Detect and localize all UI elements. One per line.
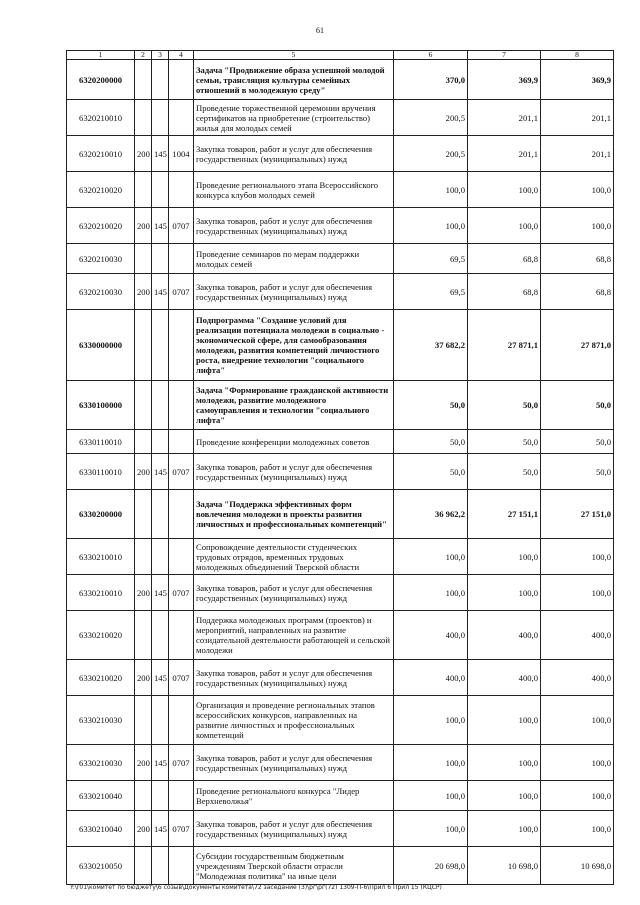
row-section-cell bbox=[135, 60, 152, 100]
row-ministry-cell bbox=[152, 60, 169, 100]
row-code-cell: 6330210020 bbox=[67, 660, 135, 696]
row-ministry-cell bbox=[152, 310, 169, 381]
row-code-cell: 6330210040 bbox=[67, 811, 135, 847]
row-ministry-cell: 145 bbox=[152, 208, 169, 244]
row-amount-cell: 50,0 bbox=[468, 381, 541, 430]
row-ministry-cell: 145 bbox=[152, 274, 169, 310]
row-subsection-cell bbox=[169, 696, 194, 745]
row-amount-cell: 400,0 bbox=[541, 611, 614, 660]
row-code-cell: 6320210020 bbox=[67, 208, 135, 244]
row-ministry-cell bbox=[152, 781, 169, 811]
table-row bbox=[67, 172, 614, 208]
row-name-cell: Проведение конференции молодежных советов bbox=[194, 430, 394, 454]
row-code-cell: 6320210030 bbox=[67, 244, 135, 274]
row-amount-cell: 100,0 bbox=[541, 208, 614, 244]
row-name-cell: Субсидии государственным бюджетным учреждениям Тверской области отрасли "Молодежная политика" на иные цели bbox=[194, 847, 394, 885]
row-subsection-cell bbox=[169, 381, 194, 430]
table-row bbox=[67, 430, 614, 454]
table-row bbox=[67, 611, 614, 660]
table-row bbox=[67, 745, 614, 781]
row-amount-cell: 50,0 bbox=[468, 430, 541, 454]
row-code-cell: 6330210030 bbox=[67, 745, 135, 781]
row-amount-cell: 100,0 bbox=[468, 575, 541, 611]
table-row bbox=[67, 381, 614, 430]
row-amount-cell: 100,0 bbox=[468, 781, 541, 811]
row-ministry-cell: 145 bbox=[152, 454, 169, 490]
row-amount-cell: 100,0 bbox=[541, 781, 614, 811]
row-amount-cell: 100,0 bbox=[541, 696, 614, 745]
table-row bbox=[67, 575, 614, 611]
row-code-cell: 6330210050 bbox=[67, 847, 135, 885]
row-ministry-cell: 145 bbox=[152, 575, 169, 611]
row-amount-cell: 100,0 bbox=[541, 172, 614, 208]
row-ministry-cell: 145 bbox=[152, 660, 169, 696]
row-subsection-cell bbox=[169, 847, 194, 885]
row-amount-cell: 20 698,0 bbox=[394, 847, 468, 885]
row-subsection-cell bbox=[169, 430, 194, 454]
row-ministry-cell bbox=[152, 847, 169, 885]
table-row bbox=[67, 454, 614, 490]
row-amount-cell: 400,0 bbox=[468, 611, 541, 660]
row-subsection-cell: 0707 bbox=[169, 811, 194, 847]
column-header: 5 bbox=[194, 51, 394, 60]
row-name-cell: Закупка товаров, работ и услуг для обеспечения государственных (муниципальных) нужд bbox=[194, 136, 394, 172]
table-row bbox=[67, 490, 614, 539]
row-code-cell: 6320200000 bbox=[67, 60, 135, 100]
row-code-cell: 6320210010 bbox=[67, 100, 135, 136]
row-amount-cell: 69,5 bbox=[394, 244, 468, 274]
row-subsection-cell: 1004 bbox=[169, 136, 194, 172]
row-amount-cell: 201,1 bbox=[468, 136, 541, 172]
row-subsection-cell bbox=[169, 310, 194, 381]
table-row bbox=[67, 60, 614, 100]
row-amount-cell: 10 698,0 bbox=[541, 847, 614, 885]
row-name-cell: Проведение регионального этапа Всероссийского конкурса клубов молодых семей bbox=[194, 172, 394, 208]
row-amount-cell: 200,5 bbox=[394, 100, 468, 136]
row-section-cell: 200 bbox=[135, 575, 152, 611]
row-amount-cell: 100,0 bbox=[394, 781, 468, 811]
row-name-cell: Закупка товаров, работ и услуг для обеспечения государственных (муниципальных) нужд bbox=[194, 208, 394, 244]
row-ministry-cell: 145 bbox=[152, 745, 169, 781]
row-ministry-cell bbox=[152, 539, 169, 575]
row-section-cell: 200 bbox=[135, 811, 152, 847]
row-amount-cell: 50,0 bbox=[394, 454, 468, 490]
row-section-cell: 200 bbox=[135, 454, 152, 490]
row-name-cell: Проведение семинаров по мерам поддержки молодых семей bbox=[194, 244, 394, 274]
row-subsection-cell bbox=[169, 172, 194, 208]
row-amount-cell: 100,0 bbox=[468, 811, 541, 847]
row-amount-cell: 27 151,1 bbox=[468, 490, 541, 539]
table-row bbox=[67, 310, 614, 381]
row-section-cell bbox=[135, 172, 152, 208]
row-code-cell: 6330210020 bbox=[67, 611, 135, 660]
row-subsection-cell bbox=[169, 490, 194, 539]
table-row bbox=[67, 811, 614, 847]
row-amount-cell: 200,5 bbox=[394, 136, 468, 172]
row-amount-cell: 10 698,0 bbox=[468, 847, 541, 885]
row-amount-cell: 369,9 bbox=[468, 60, 541, 100]
file-path-footer: Y:\r01\комитет по бюджету\6 созыв\Документы комитета\72 заседание (3)\рг\рг(72) 1309-П-6\Прил 6 Прил 15 (КЦСР) bbox=[70, 884, 442, 891]
row-amount-cell: 69,5 bbox=[394, 274, 468, 310]
row-amount-cell: 50,0 bbox=[541, 381, 614, 430]
row-section-cell bbox=[135, 847, 152, 885]
row-amount-cell: 100,0 bbox=[468, 745, 541, 781]
page-number: 61 bbox=[316, 26, 324, 35]
row-amount-cell: 50,0 bbox=[541, 454, 614, 490]
column-header: 7 bbox=[468, 51, 541, 60]
row-amount-cell: 201,1 bbox=[468, 100, 541, 136]
row-code-cell: 6330210030 bbox=[67, 696, 135, 745]
row-amount-cell: 369,9 bbox=[541, 60, 614, 100]
row-amount-cell: 201,1 bbox=[541, 100, 614, 136]
row-name-cell: Закупка товаров, работ и услуг для обеспечения государственных (муниципальных) нужд bbox=[194, 274, 394, 310]
row-amount-cell: 100,0 bbox=[394, 539, 468, 575]
row-subsection-cell: 0707 bbox=[169, 274, 194, 310]
row-name-cell: Задача "Формирование гражданской активности молодежи, развитие молодежного самоуправления и технологии "социального лифта" bbox=[194, 381, 394, 430]
row-amount-cell: 100,0 bbox=[468, 208, 541, 244]
row-code-cell: 6320210030 bbox=[67, 274, 135, 310]
row-amount-cell: 100,0 bbox=[468, 696, 541, 745]
row-amount-cell: 400,0 bbox=[468, 660, 541, 696]
row-amount-cell: 400,0 bbox=[541, 660, 614, 696]
row-section-cell bbox=[135, 244, 152, 274]
row-section-cell bbox=[135, 781, 152, 811]
row-section-cell bbox=[135, 310, 152, 381]
row-name-cell: Поддержка молодежных программ (проектов) и мероприятий, направленных на развитие созидательной деятельности работающей и сельской молодежи bbox=[194, 611, 394, 660]
column-header: 8 bbox=[541, 51, 614, 60]
row-subsection-cell: 0707 bbox=[169, 575, 194, 611]
row-subsection-cell bbox=[169, 781, 194, 811]
row-amount-cell: 68,8 bbox=[541, 274, 614, 310]
row-code-cell: 6330210040 bbox=[67, 781, 135, 811]
column-header: 4 bbox=[169, 51, 194, 60]
row-name-cell: Проведение торжественной церемонии вручения сертификатов на приобретение (строительство) жилья для молодых семей bbox=[194, 100, 394, 136]
row-amount-cell: 68,8 bbox=[541, 244, 614, 274]
table-row bbox=[67, 696, 614, 745]
row-section-cell: 200 bbox=[135, 745, 152, 781]
row-amount-cell: 100,0 bbox=[394, 811, 468, 847]
row-subsection-cell bbox=[169, 60, 194, 100]
row-amount-cell: 400,0 bbox=[394, 611, 468, 660]
row-amount-cell: 400,0 bbox=[394, 660, 468, 696]
row-subsection-cell bbox=[169, 244, 194, 274]
row-section-cell bbox=[135, 611, 152, 660]
row-code-cell: 6320210020 bbox=[67, 172, 135, 208]
row-amount-cell: 100,0 bbox=[541, 539, 614, 575]
row-code-cell: 6330210010 bbox=[67, 539, 135, 575]
row-amount-cell: 100,0 bbox=[468, 172, 541, 208]
row-code-cell: 6330000000 bbox=[67, 310, 135, 381]
row-amount-cell: 370,0 bbox=[394, 60, 468, 100]
row-subsection-cell bbox=[169, 611, 194, 660]
table-row bbox=[67, 781, 614, 811]
column-header: 2 bbox=[135, 51, 152, 60]
row-name-cell: Закупка товаров, работ и услуг для обеспечения государственных (муниципальных) нужд bbox=[194, 745, 394, 781]
row-amount-cell: 27 871,0 bbox=[541, 310, 614, 381]
row-amount-cell: 68,8 bbox=[468, 244, 541, 274]
row-section-cell bbox=[135, 430, 152, 454]
row-amount-cell: 100,0 bbox=[394, 745, 468, 781]
row-section-cell: 200 bbox=[135, 136, 152, 172]
row-amount-cell: 100,0 bbox=[394, 696, 468, 745]
table-header-row bbox=[67, 51, 614, 60]
row-amount-cell: 100,0 bbox=[541, 811, 614, 847]
table-row bbox=[67, 208, 614, 244]
row-amount-cell: 50,0 bbox=[394, 381, 468, 430]
row-ministry-cell bbox=[152, 696, 169, 745]
row-ministry-cell: 145 bbox=[152, 811, 169, 847]
row-amount-cell: 50,0 bbox=[541, 430, 614, 454]
row-subsection-cell: 0707 bbox=[169, 208, 194, 244]
row-section-cell bbox=[135, 539, 152, 575]
row-ministry-cell bbox=[152, 381, 169, 430]
row-amount-cell: 201,1 bbox=[541, 136, 614, 172]
row-code-cell: 6330100000 bbox=[67, 381, 135, 430]
row-amount-cell: 36 962,2 bbox=[394, 490, 468, 539]
table-row bbox=[67, 660, 614, 696]
row-subsection-cell bbox=[169, 100, 194, 136]
row-amount-cell: 27 151,0 bbox=[541, 490, 614, 539]
row-amount-cell: 100,0 bbox=[541, 745, 614, 781]
row-code-cell: 6330210010 bbox=[67, 575, 135, 611]
row-name-cell: Закупка товаров, работ и услуг для обеспечения государственных (муниципальных) нужд bbox=[194, 454, 394, 490]
row-name-cell: Организация и проведение региональных этапов всероссийских конкурсов, направленных на развитие личностных и профессиональных компетенций bbox=[194, 696, 394, 745]
row-section-cell: 200 bbox=[135, 208, 152, 244]
row-subsection-cell: 0707 bbox=[169, 660, 194, 696]
row-section-cell bbox=[135, 490, 152, 539]
table-row bbox=[67, 136, 614, 172]
row-subsection-cell bbox=[169, 539, 194, 575]
row-name-cell: Закупка товаров, работ и услуг для обеспечения государственных (муниципальных) нужд bbox=[194, 575, 394, 611]
row-amount-cell: 68,8 bbox=[468, 274, 541, 310]
row-amount-cell: 100,0 bbox=[468, 539, 541, 575]
row-section-cell bbox=[135, 100, 152, 136]
row-ministry-cell bbox=[152, 100, 169, 136]
table-row bbox=[67, 100, 614, 136]
row-ministry-cell bbox=[152, 611, 169, 660]
row-amount-cell: 100,0 bbox=[541, 575, 614, 611]
table-row bbox=[67, 847, 614, 885]
row-name-cell: Задача "Продвижение образа успешной молодой семьи, трансляция культуры семейных отношений в молодежную среду" bbox=[194, 60, 394, 100]
row-section-cell: 200 bbox=[135, 274, 152, 310]
table-row bbox=[67, 244, 614, 274]
column-header: 1 bbox=[67, 51, 135, 60]
row-name-cell: Задача "Поддержка эффективных форм вовлечения молодежи в проекты развития личностных и профессиональных компетенций" bbox=[194, 490, 394, 539]
table-row bbox=[67, 539, 614, 575]
row-amount-cell: 27 871,1 bbox=[468, 310, 541, 381]
column-header: 6 bbox=[394, 51, 468, 60]
row-section-cell: 200 bbox=[135, 660, 152, 696]
row-code-cell: 6320210010 bbox=[67, 136, 135, 172]
row-code-cell: 6330200000 bbox=[67, 490, 135, 539]
row-ministry-cell bbox=[152, 430, 169, 454]
row-amount-cell: 100,0 bbox=[394, 172, 468, 208]
row-name-cell: Подпрограмма "Создание условий для реализации потенциала молодежи в социально - экономической сфере, для самообразования молодежи, развития компетенций личностного роста, внедрение технологии "социального лифта" bbox=[194, 310, 394, 381]
row-ministry-cell: 145 bbox=[152, 136, 169, 172]
row-name-cell: Закупка товаров, работ и услуг для обеспечения государственных (муниципальных) нужд bbox=[194, 811, 394, 847]
row-amount-cell: 100,0 bbox=[394, 208, 468, 244]
row-code-cell: 6330110010 bbox=[67, 430, 135, 454]
row-ministry-cell bbox=[152, 172, 169, 208]
row-code-cell: 6330110010 bbox=[67, 454, 135, 490]
row-section-cell bbox=[135, 381, 152, 430]
column-header: 3 bbox=[152, 51, 169, 60]
row-name-cell: Закупка товаров, работ и услуг для обеспечения государственных (муниципальных) нужд bbox=[194, 660, 394, 696]
row-ministry-cell bbox=[152, 490, 169, 539]
row-name-cell: Проведение регионального конкурса "Лидер Верхневолжья" bbox=[194, 781, 394, 811]
row-amount-cell: 50,0 bbox=[394, 430, 468, 454]
row-amount-cell: 50,0 bbox=[468, 454, 541, 490]
row-ministry-cell bbox=[152, 244, 169, 274]
budget-table bbox=[66, 50, 614, 885]
table-row bbox=[67, 274, 614, 310]
row-section-cell bbox=[135, 696, 152, 745]
row-subsection-cell: 0707 bbox=[169, 454, 194, 490]
row-amount-cell: 37 682,2 bbox=[394, 310, 468, 381]
row-subsection-cell: 0707 bbox=[169, 745, 194, 781]
row-name-cell: Сопровождение деятельности студенческих трудовых отрядов, временных трудовых молодежных объединений Тверской области bbox=[194, 539, 394, 575]
row-amount-cell: 100,0 bbox=[394, 575, 468, 611]
